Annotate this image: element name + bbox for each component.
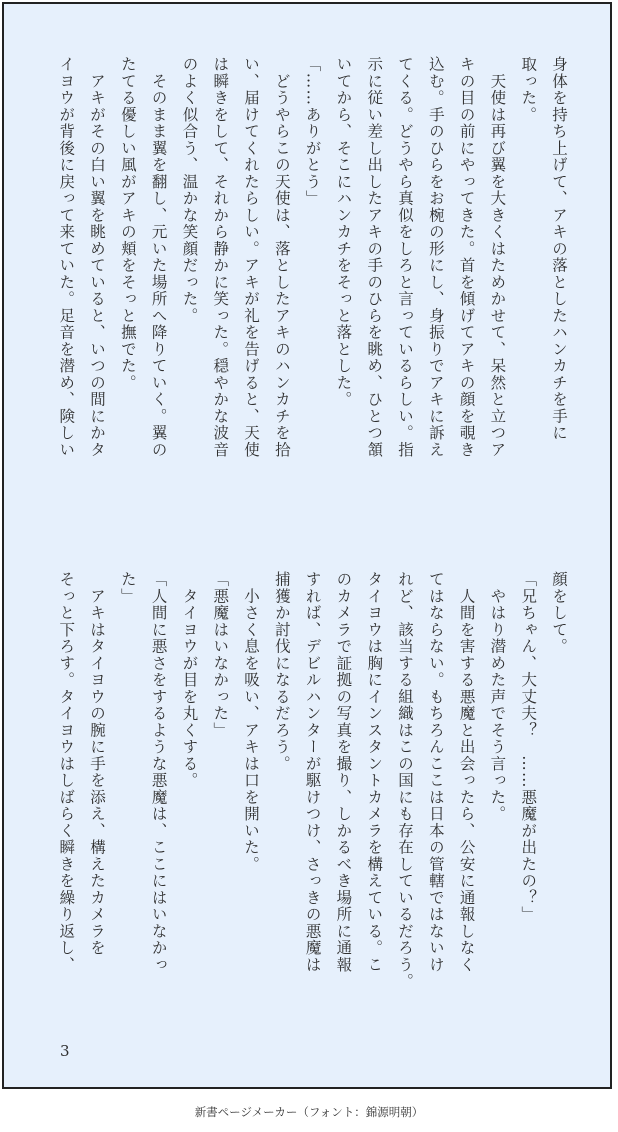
text-line: やはり潜めた声でそう言った。	[488, 571, 507, 823]
text-line: すれば、デビルハンターが駆けつけ、さっきの悪魔は	[303, 571, 322, 973]
text-line: 天使は再び翼を大きくはためかせて、呆然と立つア	[488, 56, 507, 458]
text-line: どうやらこの天使は、落としたアキのハンカチを拾	[272, 56, 291, 458]
text-line: た」	[118, 571, 137, 605]
book-page	[2, 2, 612, 1089]
text-line: 顔をして。	[550, 571, 568, 655]
text-line: いてから、そこにハンカチをそっと落とした。	[334, 56, 353, 408]
text-line: のカメラで証拠の写真を撮り、しかるべき場所に通報	[334, 571, 353, 973]
text-line: 人間を害する悪魔と出会ったら、公安に通報しなく	[457, 571, 476, 973]
text-line: タイヨウは胸にインスタントカメラを構えている。こ	[365, 571, 384, 973]
lower-text-block	[50, 571, 574, 1041]
text-line: れど、該当する組織はこの国にも存在しているだろう。	[396, 571, 415, 990]
text-line: 小さく息を吸い、アキは口を開いた。	[242, 571, 261, 873]
text-line: 身体を持ち上げて、アキの落としたハンカチを手に	[550, 56, 568, 442]
text-line: てはならない。もちろんここは日本の管轄ではないけ	[426, 571, 445, 973]
text-line: 示に従い差し出したアキの手のひらを眺め、ひとつ頷	[365, 56, 384, 458]
text-line: 込む。手のひらをお椀の形にし、身振りでアキに訴え	[426, 56, 445, 458]
text-line: イヨウが背後に戻って来ていた。足音を潜め、険しい	[57, 56, 76, 458]
text-line: タイヨウが目を丸くする。	[180, 571, 199, 789]
text-line: 「人間に悪さをするような悪魔は、ここにはいなかっ	[149, 571, 168, 973]
text-line: アキはタイヨウの腕に手を添え、構えたカメラを	[88, 571, 107, 957]
text-line: そのまま翼を翻し、元いた場所へ降りていく。翼の	[149, 56, 168, 458]
text-line: 「……ありがとう」	[303, 56, 322, 207]
footer-credit: 新書ページメーカー（フォント：錦源明朝）	[194, 1105, 424, 1119]
text-line: てくる。どうやら真似をしろと言っているらしい。指	[396, 56, 415, 458]
text-line: い、届けてくれたらしい。アキが礼を告げると、天使	[242, 56, 261, 458]
text-line: そっと下ろす。タイヨウはしばらく瞬きを繰り返し、	[57, 571, 76, 973]
text-line: のよく似合う、温かな笑顔だった。	[180, 56, 199, 324]
text-line: キの目の前にやってきた。首を傾げてアキの顔を覗き	[457, 56, 476, 458]
text-line: 「悪魔はいなかった」	[211, 571, 230, 739]
text-line: は瞬きをして、それから静かに笑った。穏やかな波音	[211, 56, 230, 458]
text-line: たてる優しい風がアキの頬をそっと撫でた。	[118, 56, 137, 391]
upper-text-block	[50, 56, 574, 526]
page-number: 3	[60, 1042, 70, 1060]
text-line: アキがその白い翼を眺めていると、いつの間にかタ	[88, 56, 107, 458]
text-line: 取った。	[519, 56, 538, 123]
text-line: 「兄ちゃん、大丈夫？ ……悪魔が出たの？」	[519, 571, 538, 923]
text-line: 捕獲か討伐になるだろう。	[272, 571, 291, 772]
